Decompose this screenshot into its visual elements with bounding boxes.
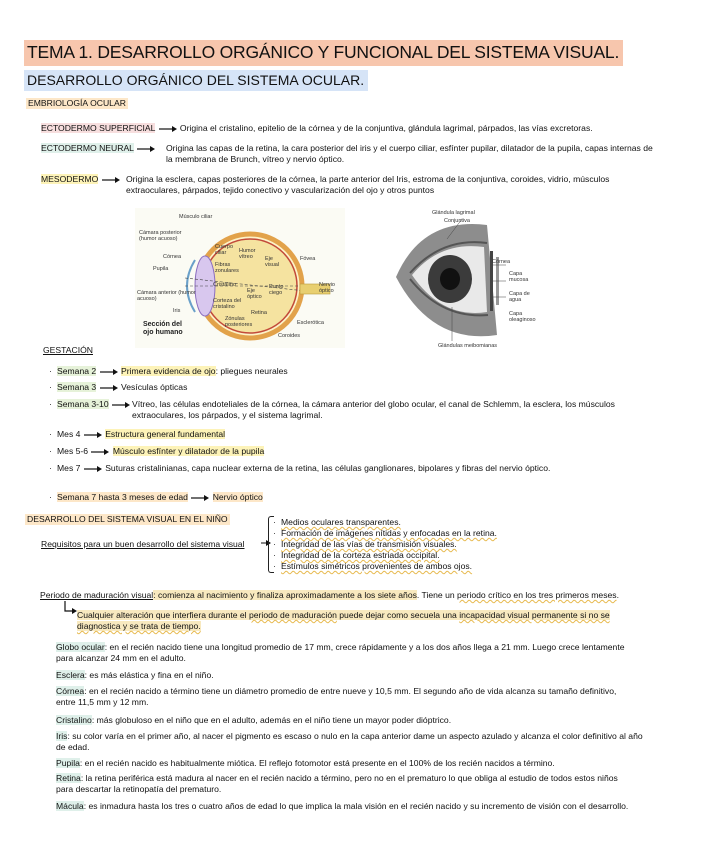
figure-label: Coroides [278,333,301,339]
ecto-superficial-text: Origina el cristalino, epitelio de la córnea y de la conjuntiva, glándula lagrimal, párpados, las vías excretoras. [179,123,593,133]
figure-label: Glándulas meibomianas [438,343,498,349]
figure-label: Punto ciego [269,284,284,296]
mesodermo-text-line1: Origina la esclera, capas posteriores de la córnea, la parte anterior del Iris, estroma de la conjuntiva, coroides, vidrio, músculos [126,174,610,184]
estructura-item [56,686,696,708]
estructura-name: Esclera [56,670,85,680]
requisito-item: · Formación de imágenes nítidas y enfocadas en la retina. [273,528,497,538]
estructura-text: : en el recién nacido tiene una longitud promedio de 17 mm, crece rápidamente y a los dos años llega a 21 mm. Luego crece lentamente [104,642,625,652]
periodo-row [40,590,619,601]
figure-label: Iris [173,308,181,314]
figure-label: Músculo ciliar [179,214,213,220]
estructura-item [56,773,696,795]
visual-heading: DESARROLLO DEL SISTEMA VISUAL EN EL NIÑO [27,514,228,524]
gestacion-text: Suturas cristalinianas, capa nuclear externa de la retina, las células ganglionares, bipolares y fibras del nervio óptico. [105,463,551,473]
requisito-item: · Medios oculares transparentes. [273,517,401,527]
arrow-icon [158,125,178,133]
estructura-name: Retina [56,773,81,783]
eye-exterior-figure [392,207,544,353]
estructura-item [56,758,555,769]
mesodermo-label-row [41,174,121,185]
mesodermo-text [126,174,691,196]
estructura-text: : en el recién nacido es habitualmente miótica. El reflejo fotomotor está presente en el 100% de los recién nacidos a término. [79,758,555,768]
gestacion-item: · Mes 4 Estructura general fundamental [49,429,226,439]
requisitos-label: Requisitos para un buen desarrollo del sistema visual [41,539,245,549]
periodo-critico: periodo crítico en los tres primeros meses [457,590,617,600]
requisito-text: Formación de imágenes nítidas y enfocadas en la retina. [281,528,497,538]
page-title: TEMA 1. DESARROLLO ORGÁNICO Y FUNCIONAL DEL SISTEMA VISUAL. [24,40,623,66]
gestacion-label: Mes 7 [57,463,81,473]
gestacion-text-block [132,399,692,421]
gestacion-label: Semana 3 [57,382,97,392]
gestacion-text: : pliegues neurales [215,366,288,376]
estructura-name: Mácula [56,801,84,811]
periodo-end: . [616,590,619,600]
figure-label: Esclerótica [297,320,324,326]
ecto-neural-text-line2: la membrana de Brunch, vítreo y nervio óptico. [166,154,345,164]
mesodermo-text-line2: extraoculares, párpados, tejido conectivo y vascularización del ojo y otros puntos [126,185,435,195]
embriologia-heading: EMBRIOLOGÍA OCULAR [28,98,126,108]
requisito-text: Medios oculares transparentes. [281,517,401,527]
figure-label: Nervio óptico [319,282,335,294]
gestacion-text: Nervio óptico [212,492,263,502]
estructura-item [56,801,628,812]
estructura-text: : es más elástica y fina en el niño. [84,670,214,680]
ecto-superficial-label: ECTODERMO SUPERFICIAL [41,123,156,133]
requisito-item: · Estímulos simétricos provenientes de ambos ojos. [273,561,473,571]
figure-label: Fóvea [300,256,316,262]
requisito-item: · Integridad de las vías de transmisión visuales. [273,539,457,549]
gestacion-text-line2: extraoculares, los párpados, y el sistema lagrimal. [132,410,323,420]
figure-label: Pupila [153,266,169,272]
alteracion-part: Cualquier alteración que interfiera durante el [77,610,249,620]
estructura-name: Cristalino [56,715,92,725]
figure-label: Capa de agua [509,291,530,303]
figure-label: Cámara anterior (humor acuoso) [137,290,196,302]
figure-label: Conjuntiva [444,218,470,224]
alteracion-part: periodo de maduración [248,610,337,620]
periodo-highlight: : comienza al nacimiento y finaliza aproximadamente a los siete años [153,590,417,600]
figure-label: Capa oleaginoso [509,311,536,323]
mesodermo-label: MESODERMO [41,174,99,184]
requisito-text: Integridad de las vías de transmisión visuales. [281,539,457,549]
estructura-name: Córnea [56,686,85,696]
gestacion-item: · Semana 2 Primera evidencia de ojo: pliegues neurales [49,366,288,376]
estructura-item [56,715,451,726]
figure-label: Eje visual [265,256,280,268]
figure-label: Cuerpo ciliar [215,244,234,256]
arrow-icon [136,145,156,153]
estructura-text: : en el recién nacido a término tiene un diámetro promedio de entre nueve y 10,5 mm. El segundo año de vida alcanza su tamaño definitivo, [84,686,617,696]
periodo-text: . Tiene un [416,590,458,600]
estructura-text: : es inmadura hasta los tres o cuatro años de edad lo que implica la mala visión en el recién nacido y su incremento de visión con el desarrollo. [83,801,629,811]
section-title: DESARROLLO ORGÁNICO DEL SISTEMA OCULAR. [24,70,368,91]
estructura-name: Iris [56,731,68,741]
estructura-text: : la retina periférica está madura al nacer en el recién nacido a término, pero no en el prematuro lo que obliga al estudio de todos estos niños [80,773,618,783]
gestacion-text: Músculo esfínter y dilatador de la pupila [112,446,265,456]
ecto-neural-label-row [41,143,156,154]
gestacion-label: Semana 7 hasta 3 meses de edad [57,492,188,502]
alteracion-line1 [77,610,677,621]
alteracion-part: puede dejar como secuela una [336,610,460,620]
gestacion-item: · Semana 3-10 [49,399,131,410]
requisito-text: Integridad de la corteza estriada occipital. [281,550,440,560]
estructura-text-line2: para descartar la retinopatía del prematuro. [56,784,222,794]
estructura-name: Globo ocular [56,642,105,652]
figure-caption [143,321,183,337]
estructura-text: : su color varía en el primer año, al nacer el pigmento es escaso o nulo en la capa anterior dame un aspecto azulado y alcanza el color definitivo al año [67,731,643,741]
ecto-superficial-row [41,123,691,134]
figure-label: Córnea [492,259,511,265]
gestacion-text-line1: Vítreo, las células endoteliales de la córnea, la cámara anterior del globo ocular, el canal de Schlemm, la esclera, los músculos [132,399,615,409]
figure-label: Humor vítreo [239,248,256,260]
alteracion-part: incapacidad visual permanente si no se [459,610,610,620]
figure-label: Zónulas posteriores [225,316,253,328]
arrow-icon [83,431,103,439]
arrow-icon [99,384,119,392]
figure-caption-line2: ojo humano [143,329,183,336]
gestacion-item: · Mes 7 Suturas cristalinianas, capa nuclear externa de la retina, las células ganglionares, bipolares y fibras del nervio óptico. [49,463,551,473]
alteracion-line2 [77,621,677,632]
requisito-item: · Integridad de la corteza estriada occipital. [273,550,440,560]
periodo-label: Periodo de maduración visual [40,590,154,600]
estructura-text-line2: de edad. [56,742,90,752]
estructura-text-line2: para alcanzar 24 mm en el adulto. [56,653,186,663]
figure-label: Cámara posterior (humor acuoso) [139,230,182,242]
gestacion-text: Estructura general fundamental [105,429,226,439]
ecto-neural-label: ECTODERMO NEURAL [41,143,134,153]
requisitos-list [273,517,497,572]
arrow-icon [99,368,119,376]
gestacion-text-hl: Primera evidencia de ojo [120,366,216,376]
estructura-text: : más globuloso en el niño que en el adulto, además en el niño tiene un mayor poder dióptrico. [91,715,452,725]
gestacion-label: Mes 5-6 [57,446,89,456]
requisito-text: Estímulos simétricos provenientes de ambos ojos. [281,561,473,571]
arrow-icon [101,176,121,184]
figure-label: Cristalino [213,282,236,288]
estructura-name: Pupila [56,758,80,768]
arrow-icon [90,448,110,456]
gestacion-item: · Semana 7 hasta 3 meses de edad Nervio óptico [49,492,263,502]
estructura-item [56,642,696,664]
gestacion-label: Semana 2 [57,366,97,376]
gestacion-heading: GESTACIÓN [43,345,93,355]
figure-label: Retina [251,310,267,316]
arrow-icon [111,401,131,409]
eye-section-figure [135,208,345,348]
estructura-item [56,670,214,681]
figure-label: Fibras zonulares [215,262,239,274]
ecto-neural-text [166,143,691,165]
figure-caption-line1: Sección del [143,321,182,328]
alteracion-text [77,610,677,632]
estructura-text-line2: entre 11,5 mm y 12 mm. [56,697,149,707]
gestacion-item: · Mes 5-6 Músculo esfínter y dilatador de la pupila [49,446,265,456]
figure-label: Capa mucosa [509,271,529,283]
gestacion-label: Semana 3-10 [57,399,109,409]
arrow-icon [190,494,210,502]
figure-label: Córnea [163,254,182,260]
gestacion-label: Mes 4 [57,429,81,439]
alteracion-part: diagnostica y se trata de tiempo. [77,621,201,631]
gestacion-text: Vesículas ópticas [120,382,188,392]
figure-label: Eje óptico [247,288,262,300]
figure-label: Glándula lagrimal [432,210,475,216]
arrow-icon [83,465,103,473]
ecto-neural-text-line1: Origina las capas de la retina, la cara posterior del iris y el cuerpo ciliar, esfínter pupilar, dilatador de la pupila, capas internas de [166,143,653,153]
figure-label: Corteza del cristalino [213,298,242,310]
gestacion-item: · Semana 3 Vesículas ópticas [49,382,188,392]
estructura-item [56,731,696,753]
